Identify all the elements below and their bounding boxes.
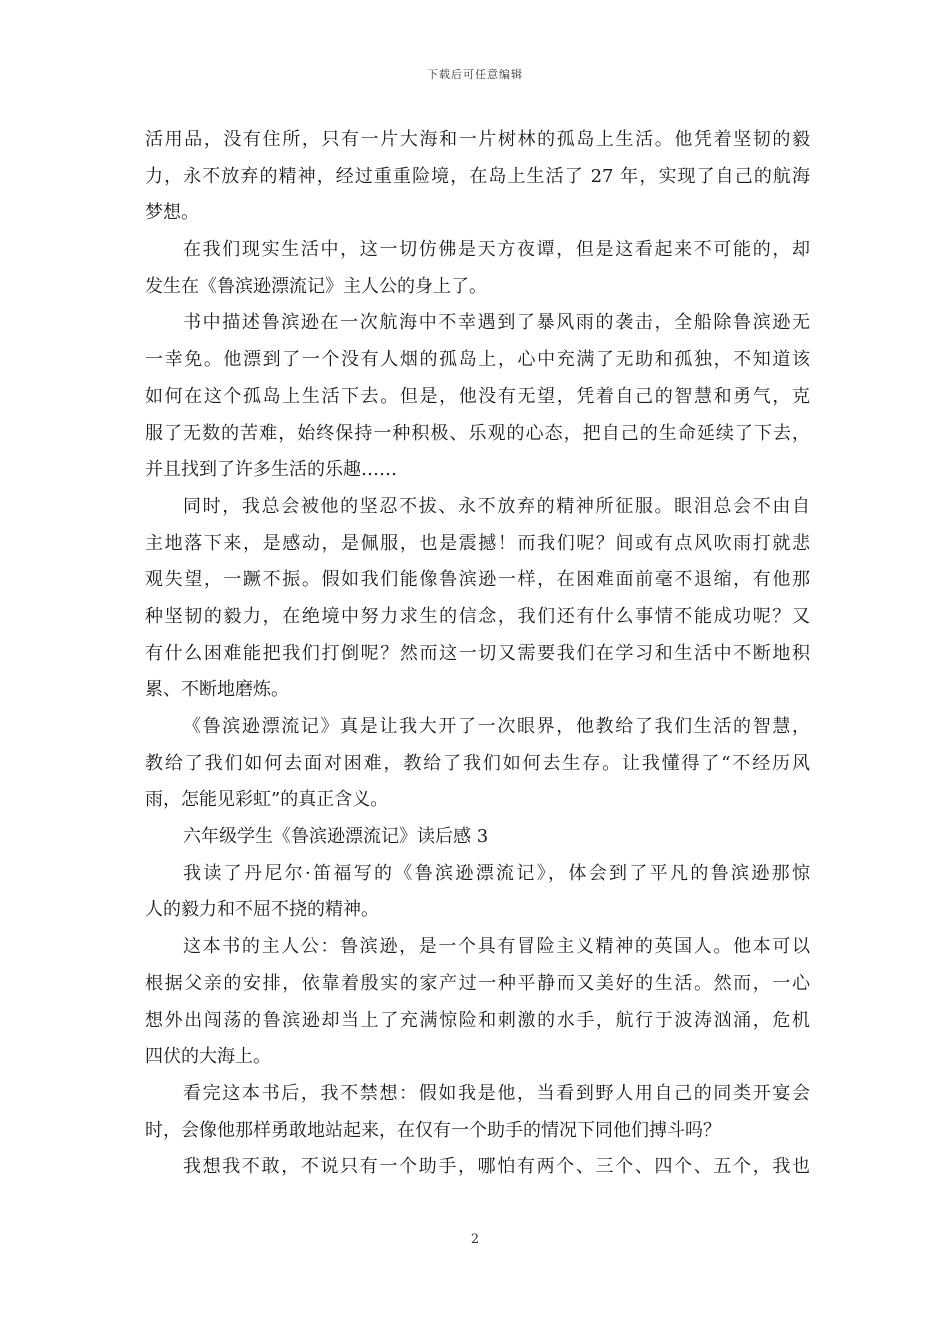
page-number: 2 bbox=[470, 1232, 480, 1247]
text-line: 时，会像他那样勇敢地站起来，在仅有一个助手的情况下同他们搏斗吗？ bbox=[145, 1119, 721, 1141]
text-line: 书中描述鲁滨逊在一次航海中不幸遇到了暴风雨的袭击，全船除鲁滨逊无 bbox=[183, 312, 810, 334]
text-line: 这本书的主人公：鲁滨逊，是一个具有冒险主义精神的英国人。他本可以 bbox=[183, 936, 810, 958]
text-line: 同时，我总会被他的坚忍不拔、永不放弃的精神所征服。眼泪总会不由自 bbox=[183, 495, 810, 517]
text-line: 服了无数的苦难，始终保持一种积极、乐观的心态，把自己的生命延续了下去， bbox=[145, 422, 810, 444]
text-line: 教给了我们如何去面对困难，教给了我们如何去生存。让我懂得了“不经历风 bbox=[145, 752, 810, 774]
text-line: 四伏的大海上。 bbox=[145, 1046, 271, 1068]
document-body bbox=[145, 122, 810, 1186]
text-line: 发生在《鲁滨逊漂流记》主人公的身上了。 bbox=[145, 275, 487, 297]
text-line: 观失望，一蹶不振。假如我们能像鲁滨逊一样，在困难面前毫不退缩，有他那 bbox=[145, 569, 810, 591]
text-line: 累、不断地磨炼。 bbox=[145, 679, 289, 701]
text-line: 我读了丹尼尔·笛福写的《鲁滨逊漂流记》，体会到了平凡的鲁滨逊那惊 bbox=[183, 862, 810, 884]
text-line: 活用品，没有住所，只有一片大海和一片树林的孤岛上生活。他凭着坚韧的毅 bbox=[145, 129, 810, 150]
text-line: 看完这本书后，我不禁想：假如我是他，当看到野人用自己的同类开宴会 bbox=[183, 1082, 810, 1104]
text-line: 人的毅力和不屈不挠的精神。 bbox=[145, 899, 379, 921]
text-line: 主地落下来，是感动，是佩服，也是震撼！而我们呢？间或有点风吹雨打就悲 bbox=[145, 532, 810, 554]
text-line: 如何在这个孤岛上生活下去。但是，他没有无望，凭着自己的智慧和勇气，克 bbox=[145, 385, 810, 407]
text-line: 我想我不敢，不说只有一个助手，哪怕有两个、三个、四个、五个，我也 bbox=[183, 1156, 810, 1178]
text-line: 在我们现实生活中，这一切仿佛是天方夜谭，但是这看起来不可能的，却 bbox=[183, 239, 810, 261]
text-line: 《鲁滨逊漂流记》真是让我大开了一次眼界，他教给了我们生活的智慧， bbox=[183, 716, 810, 737]
text-line: 雨，怎能见彩虹”的真正含义。 bbox=[145, 789, 389, 811]
text-line: 六年级学生《鲁滨逊漂流记》读后感 3 bbox=[183, 826, 489, 848]
text-line: 种坚韧的毅力，在绝境中努力求生的信念，我们还有什么事情不能成功呢？又 bbox=[145, 605, 810, 627]
text-line: 并且找到了许多生活的乐趣…… bbox=[145, 459, 397, 481]
text-line: 根据父亲的安排，依靠着殷实的家产过一种平静而又美好的生活。然而，一心 bbox=[145, 972, 810, 994]
text-line: 有什么困难能把我们打倒呢？然而这一切又需要我们在学习和生活中不断地积 bbox=[145, 642, 810, 664]
text-line: 梦想。 bbox=[145, 202, 199, 224]
text-line: 一幸免。他漂到了一个没有人烟的孤岛上，心中充满了无助和孤独，不知道该 bbox=[145, 349, 810, 371]
text-line: 想外出闯荡的鲁滨逊却当上了充满惊险和刺激的水手，航行于波涛汹涌，危机 bbox=[145, 1009, 810, 1031]
text-line: 力，永不放弃的精神，经过重重险境，在岛上生活了 27 年，实现了自己的航海 bbox=[145, 165, 810, 187]
page-header: 下载后可任意编辑 bbox=[427, 68, 523, 81]
